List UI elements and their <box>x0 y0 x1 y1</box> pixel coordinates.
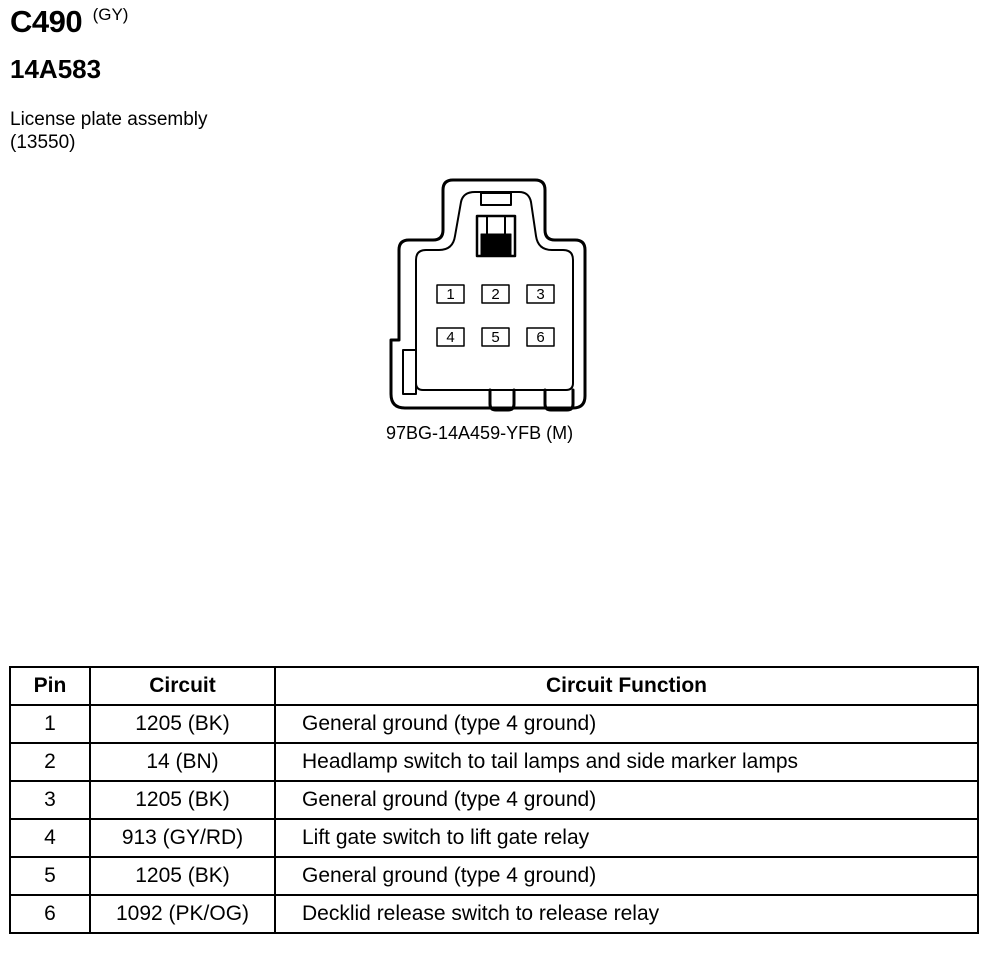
function-cell: General ground (type 4 ground) <box>275 705 978 743</box>
function-cell: General ground (type 4 ground) <box>275 781 978 819</box>
connector-part-number: 97BG-14A459-YFB (M) <box>386 423 574 443</box>
pin-cell: 6 <box>10 895 90 933</box>
connector-housing-outer <box>391 180 585 408</box>
table-row <box>10 743 978 781</box>
pin-cell: 3 <box>10 781 90 819</box>
latch-tab <box>481 234 511 256</box>
table-row <box>10 781 978 819</box>
pin-label-5: 5 <box>491 329 500 346</box>
pin-cell: 4 <box>10 819 90 857</box>
function-cell: General ground (type 4 ground) <box>275 857 978 895</box>
connector-header <box>10 4 128 40</box>
table-row <box>10 819 978 857</box>
pin-cell: 1 <box>10 705 90 743</box>
pin-label-1: 1 <box>446 286 455 303</box>
circuit-cell: 1205 (BK) <box>90 705 275 743</box>
pin-label-3: 3 <box>536 286 545 303</box>
pin-label-4: 4 <box>446 329 455 346</box>
column-header-pin: Pin <box>10 667 90 705</box>
side-key-notch <box>403 350 416 394</box>
circuit-cell: 1205 (BK) <box>90 857 275 895</box>
connector-id: C490 <box>10 4 83 39</box>
description-line-2: (13550) <box>10 132 76 153</box>
function-cell: Headlamp switch to tail lamps and side marker lamps <box>275 743 978 781</box>
function-cell: Lift gate switch to lift gate relay <box>275 819 978 857</box>
table-row <box>10 895 978 933</box>
connector-face-diagram <box>385 178 595 418</box>
table-row <box>10 705 978 743</box>
latch-top <box>481 193 511 205</box>
circuit-cell: 14 (BN) <box>90 743 275 781</box>
description-line-1: License plate assembly <box>10 109 208 130</box>
pin-label-6: 6 <box>536 329 545 346</box>
circuit-cell: 1205 (BK) <box>90 781 275 819</box>
pin-table-header-row <box>10 667 978 705</box>
table-row <box>10 857 978 895</box>
pin-label-2: 2 <box>491 286 500 303</box>
pin-table <box>9 666 979 934</box>
column-header-circuit: Circuit <box>90 667 275 705</box>
circuit-cell: 1092 (PK/OG) <box>90 895 275 933</box>
function-cell: Decklid release switch to release relay <box>275 895 978 933</box>
pin-cell: 2 <box>10 743 90 781</box>
part-number-heading: 14A583 <box>10 54 102 84</box>
pin-cell: 5 <box>10 857 90 895</box>
connector-description <box>10 108 208 154</box>
connector-color: (GY) <box>92 5 129 24</box>
circuit-cell: 913 (GY/RD) <box>90 819 275 857</box>
column-header-function: Circuit Function <box>275 667 978 705</box>
